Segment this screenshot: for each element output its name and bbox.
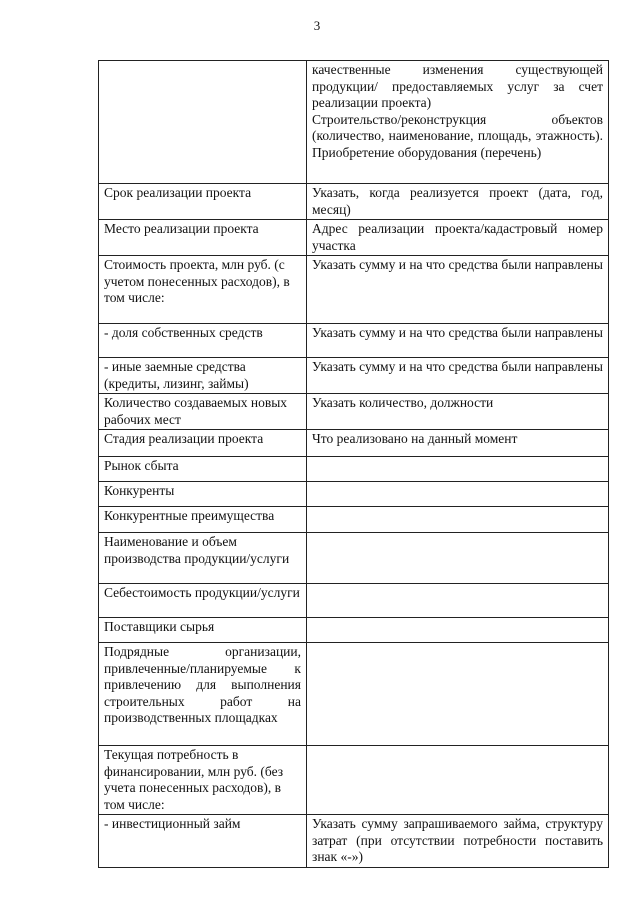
row-value-borrowed-funds: Указать сумму и на что средства были направлены xyxy=(307,358,609,394)
table-row xyxy=(99,394,609,430)
value-text: Строительство/реконструкция объектов (количество, наименование, площадь, этажность). Приобретение оборудования (перечень) xyxy=(312,111,603,160)
row-label-cost-price: Себестоимость продукции/услуги xyxy=(99,584,307,618)
row-value-own-funds: Указать сумму и на что средства были направлены xyxy=(307,324,609,358)
project-info-table xyxy=(98,60,609,868)
row-value-project-cost: Указать сумму и на что средства были направлены xyxy=(307,256,609,324)
row-value-competitive-advantages xyxy=(307,507,609,533)
row-label-competitors: Конкуренты xyxy=(99,482,307,507)
table-row xyxy=(99,746,609,815)
row-value-stage: Что реализовано на данный момент xyxy=(307,430,609,457)
row-label-project-cost: Стоимость проекта, млн руб. (с учетом понесенных расходов), в том числе: xyxy=(99,256,307,324)
row-value-investment-loan: Указать сумму запрашиваемого займа, структуру затрат (при отсутствии потребности поставить знак «-») xyxy=(307,815,609,868)
row-value-project-description xyxy=(307,61,609,184)
row-label-stage: Стадия реализации проекта xyxy=(99,430,307,457)
row-value-implementation-period: Указать, когда реализуется проект (дата, год, месяц) xyxy=(307,184,609,220)
row-value-sales-market xyxy=(307,457,609,482)
row-value-competitors xyxy=(307,482,609,507)
row-value-new-jobs: Указать количество, должности xyxy=(307,394,609,430)
row-label-own-funds: - доля собственных средств xyxy=(99,324,307,358)
table-row xyxy=(99,184,609,220)
table-row xyxy=(99,815,609,868)
row-label-empty xyxy=(99,61,307,184)
table-row xyxy=(99,533,609,584)
row-label-implementation-place: Место реализации проекта xyxy=(99,220,307,256)
table-row xyxy=(99,256,609,324)
table-row xyxy=(99,358,609,394)
row-label-implementation-period: Срок реализации проекта xyxy=(99,184,307,220)
table-row xyxy=(99,507,609,533)
table-row xyxy=(99,482,609,507)
value-text: качественные изменения существующей продукции/ предоставляемых услуг за счет реализации проекта) xyxy=(312,62,603,110)
table-row xyxy=(99,220,609,256)
row-label-borrowed-funds: - иные заемные средства (кредиты, лизинг, займы) xyxy=(99,358,307,394)
row-label-financing-need: Текущая потребность в финансировании, млн руб. (без учета понесенных расходов), в том числе: xyxy=(99,746,307,815)
row-value-production-volume xyxy=(307,533,609,584)
table-row xyxy=(99,618,609,643)
row-value-cost-price xyxy=(307,584,609,618)
table-row xyxy=(99,643,609,746)
table-row xyxy=(99,457,609,482)
row-label-production-volume: Наименование и объем производства продукции/услуги xyxy=(99,533,307,584)
table-row xyxy=(99,584,609,618)
row-label-raw-suppliers: Поставщики сырья xyxy=(99,618,307,643)
page-number: 3 xyxy=(313,18,321,33)
row-label-competitive-advantages: Конкурентные преимущества xyxy=(99,507,307,533)
table-row xyxy=(99,430,609,457)
row-value-raw-suppliers xyxy=(307,618,609,643)
row-label-sales-market: Рынок сбыта xyxy=(99,457,307,482)
table-row xyxy=(99,61,609,184)
table-row xyxy=(99,324,609,358)
row-value-implementation-place: Адрес реализации проекта/кадастровый номер участка xyxy=(307,220,609,256)
row-label-investment-loan: - инвестиционный займ xyxy=(99,815,307,868)
row-label-new-jobs: Количество создаваемых новых рабочих мест xyxy=(99,394,307,430)
row-value-financing-need xyxy=(307,746,609,815)
row-label-contractors: Подрядные организации, привлеченные/планируемые к привлечению для выполнения строительных работ на производственных площадках xyxy=(99,643,307,746)
row-value-contractors xyxy=(307,643,609,746)
